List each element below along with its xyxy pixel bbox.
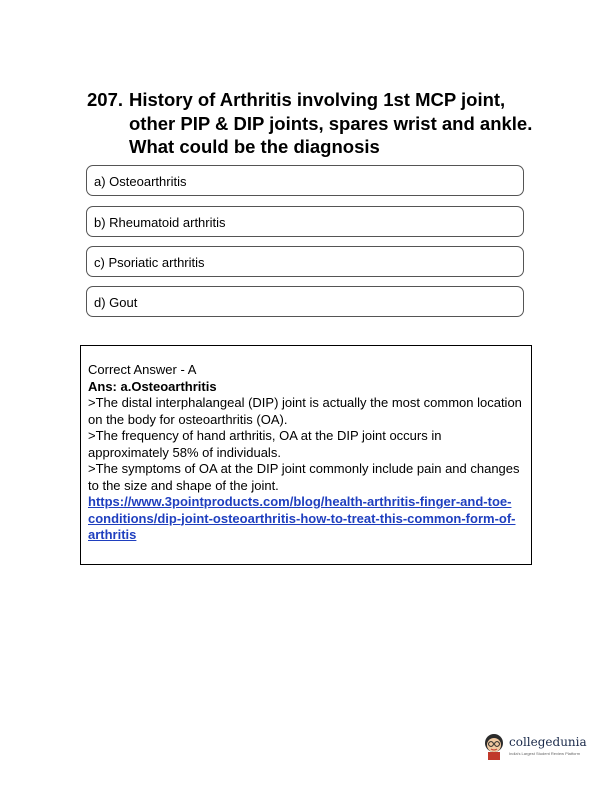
explanation-point-1: >The distal interphalangeal (DIP) joint is actually the most common location on the body for osteoarthritis (OA). [88, 395, 522, 427]
logo-tagline: India's Largest Student Review Platform [509, 751, 581, 756]
option-b[interactable]: b) Rheumatoid arthritis [86, 206, 524, 237]
option-c[interactable]: c) Psoriatic arthritis [86, 246, 524, 277]
option-d[interactable]: d) Gout [86, 286, 524, 317]
explanation-point-2: >The frequency of hand arthritis, OA at the DIP joint occurs in approximately 58% of individuals. [88, 428, 442, 460]
collegedunia-logo [482, 728, 592, 764]
answer-explanation-box [80, 345, 532, 565]
answer-heading: Ans: a.Osteoarthritis [88, 378, 217, 394]
option-a[interactable]: a) Osteoarthritis [86, 165, 524, 196]
reference-link[interactable]: https://www.3pointproducts.com/blog/health-arthritis-finger-and-toe-conditions/dip-joint-osteoarthritis-how-to-treat-this-common-form-of-arthritis [88, 494, 516, 542]
question-number: 207. [87, 89, 124, 110]
logo-name: collegedunia [509, 735, 587, 749]
mascot-icon [482, 731, 506, 761]
question-text: History of Arthritis involving 1st MCP joint, other PIP & DIP joints, spares wrist and ankle. What could be the diagnosis [129, 89, 533, 157]
question-heading [87, 88, 537, 159]
correct-answer-line: Correct Answer - A [88, 362, 197, 377]
explanation-point-3: >The symptoms of OA at the DIP joint commonly include pain and changes to the size and shape of the joint. [88, 461, 520, 493]
